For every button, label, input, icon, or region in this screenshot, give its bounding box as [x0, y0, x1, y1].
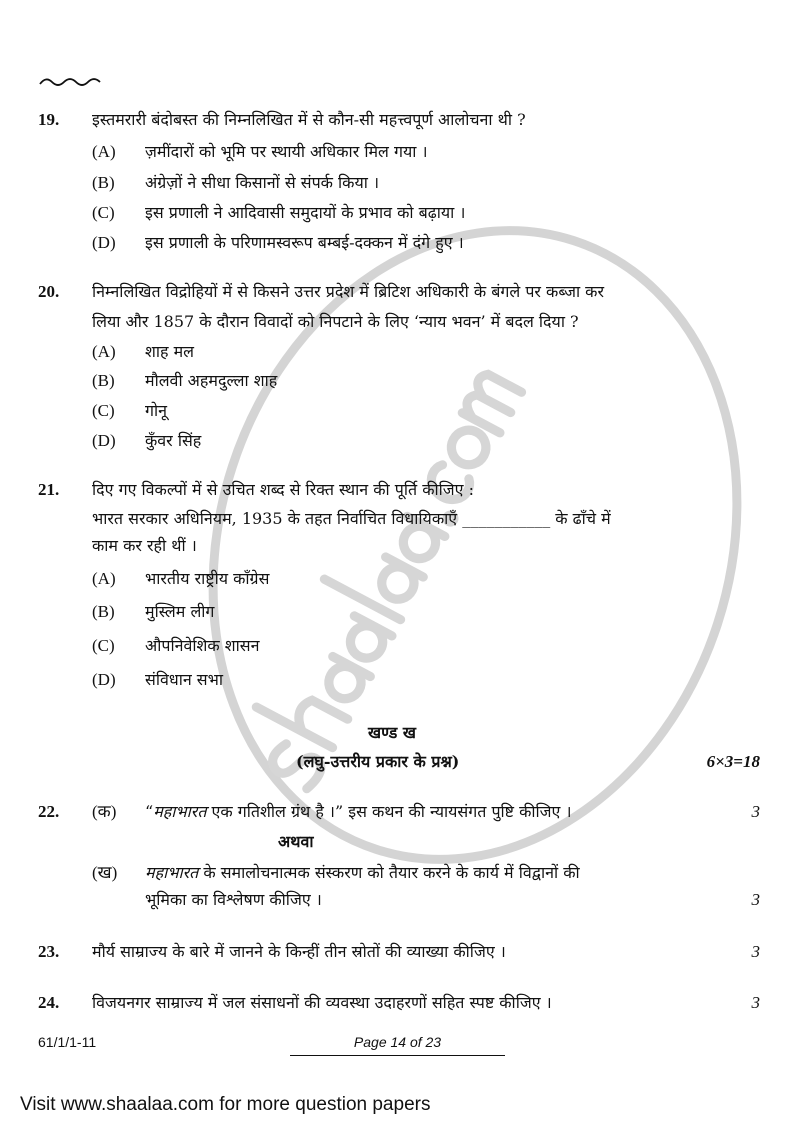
option-text: मौलवी अहमदुल्ला शाह	[145, 371, 278, 390]
option-text: गोनू	[145, 401, 168, 420]
wave-ornament	[38, 74, 102, 88]
visit-link[interactable]: Visit www.shaalaa.com for more question papers	[20, 1094, 431, 1115]
option-text: कुँवर सिंह	[145, 431, 202, 450]
option	[38, 142, 760, 162]
option-text: ज़मींदारों को भूमि पर स्थायी अधिकार मिल गया ।	[145, 142, 428, 161]
question-number: 21.	[38, 480, 60, 499]
question-22b-line2	[38, 890, 760, 910]
option-label: (A)	[92, 342, 116, 361]
section-header	[38, 723, 760, 743]
option-label: (B)	[92, 602, 115, 621]
option	[38, 233, 760, 253]
option-label: (ख)	[92, 863, 118, 882]
marks: 3	[751, 890, 760, 909]
paper-code: 61/1/1-11	[38, 1034, 97, 1050]
question-number: 19.	[38, 110, 60, 129]
marks: 3	[751, 802, 760, 821]
question-text-line	[38, 312, 760, 332]
option-label: (A)	[92, 142, 116, 161]
option-label: (A)	[92, 569, 116, 588]
option	[38, 431, 760, 451]
option	[38, 173, 760, 193]
option-text: मुस्लिम लीग	[145, 602, 215, 621]
question-text: लिया और 1857 के दौरान विवादों को निपटाने के लिए ‘न्याय भवन’ में बदल दिया ?	[92, 312, 579, 331]
section-subheader	[38, 752, 760, 772]
option	[38, 602, 760, 622]
option-text: अंग्रेज़ों ने सीधा किसानों से संपर्क किया ।	[145, 173, 380, 192]
question-text: दिए गए विकल्पों में से उचित शब्द से रिक्त स्थान की पूर्ति कीजिए :	[92, 480, 474, 499]
question-text: भूमिका का विश्लेषण कीजिए ।	[145, 890, 322, 909]
question-22b	[38, 863, 760, 883]
question-21	[38, 480, 760, 500]
option-label: (B)	[92, 173, 115, 192]
question-text: निम्नलिखित विद्रोहियों में से किसने उत्तर प्रदेश में ब्रिटिश अधिकारी के बंगले पर कब्जा कर	[92, 282, 605, 301]
option	[38, 401, 760, 421]
section-subtitle: (लघु-उत्तरीय प्रकार के प्रश्न)	[296, 752, 460, 771]
question-22a	[38, 802, 760, 822]
question-text: भारत सरकार अधिनियम, 1935 के तहत निर्वाचित विधायिकाएँ ___________ के ढाँचे में	[92, 509, 611, 528]
question-number: 24.	[38, 993, 60, 1012]
option-text: औपनिवेशिक शासन	[145, 636, 260, 655]
option-label: (C)	[92, 401, 115, 420]
question-text: इस्तमरारी बंदोबस्त की निम्नलिखित में से कौन-सी महत्त्वपूर्ण आलोचना थी ?	[92, 110, 526, 129]
option-text: संविधान सभा	[145, 670, 224, 689]
option-text: इस प्रणाली के परिणामस्वरूप बम्बई-दक्कन में दंगे हुए ।	[145, 233, 464, 252]
option-label: (क)	[92, 802, 117, 821]
option-label: (C)	[92, 203, 115, 222]
option	[38, 670, 760, 690]
section-marks: 6×3=18	[706, 752, 760, 771]
question-text: विजयनगर साम्राज्य में जल संसाधनों की व्यवस्था उदाहरणों सहित स्पष्ट कीजिए ।	[92, 993, 552, 1012]
option-text: शाह मल	[145, 342, 195, 361]
option	[38, 371, 760, 391]
question-text: मौर्य साम्राज्य के बारे में जानने के किन्हीं तीन स्रोतों की व्याख्या कीजिए ।	[92, 942, 506, 961]
marks: 3	[751, 993, 760, 1012]
question-text: महाभारत के समालोचनात्मक संस्करण को तैयार करने के कार्य में विद्वानों की	[145, 863, 580, 882]
option	[38, 342, 760, 362]
option-label: (D)	[92, 670, 116, 689]
or-label: अथवा	[278, 832, 314, 851]
question-list	[38, 110, 760, 1013]
question-text-line	[38, 509, 760, 529]
question-20	[38, 282, 760, 302]
option-label: (B)	[92, 371, 115, 390]
option-text: भारतीय राष्ट्रीय काँग्रेस	[145, 569, 270, 588]
section-title: खण्ड ख	[368, 723, 416, 742]
option-label: (D)	[92, 233, 116, 252]
option	[38, 636, 760, 656]
question-23	[38, 942, 760, 962]
question-text-line	[38, 536, 760, 556]
option-label: (D)	[92, 431, 116, 450]
question-text: काम कर रही थीं ।	[92, 536, 197, 555]
question-number: 20.	[38, 282, 60, 301]
page-number: Page 14 of 23	[290, 1032, 505, 1056]
option	[38, 569, 760, 589]
question-number: 23.	[38, 942, 60, 961]
marks: 3	[751, 942, 760, 961]
question-19	[38, 110, 760, 130]
option-label: (C)	[92, 636, 115, 655]
question-text: “महाभारत एक गतिशील ग्रंथ है ।” इस कथन की न्यायसंगत पुष्टि कीजिए ।	[145, 802, 572, 821]
question-number: 22.	[38, 802, 60, 821]
option-text: इस प्रणाली ने आदिवासी समुदायों के प्रभाव को बढ़ाया ।	[145, 203, 466, 222]
option	[38, 203, 760, 223]
question-24	[38, 993, 760, 1013]
or-row	[38, 832, 760, 852]
